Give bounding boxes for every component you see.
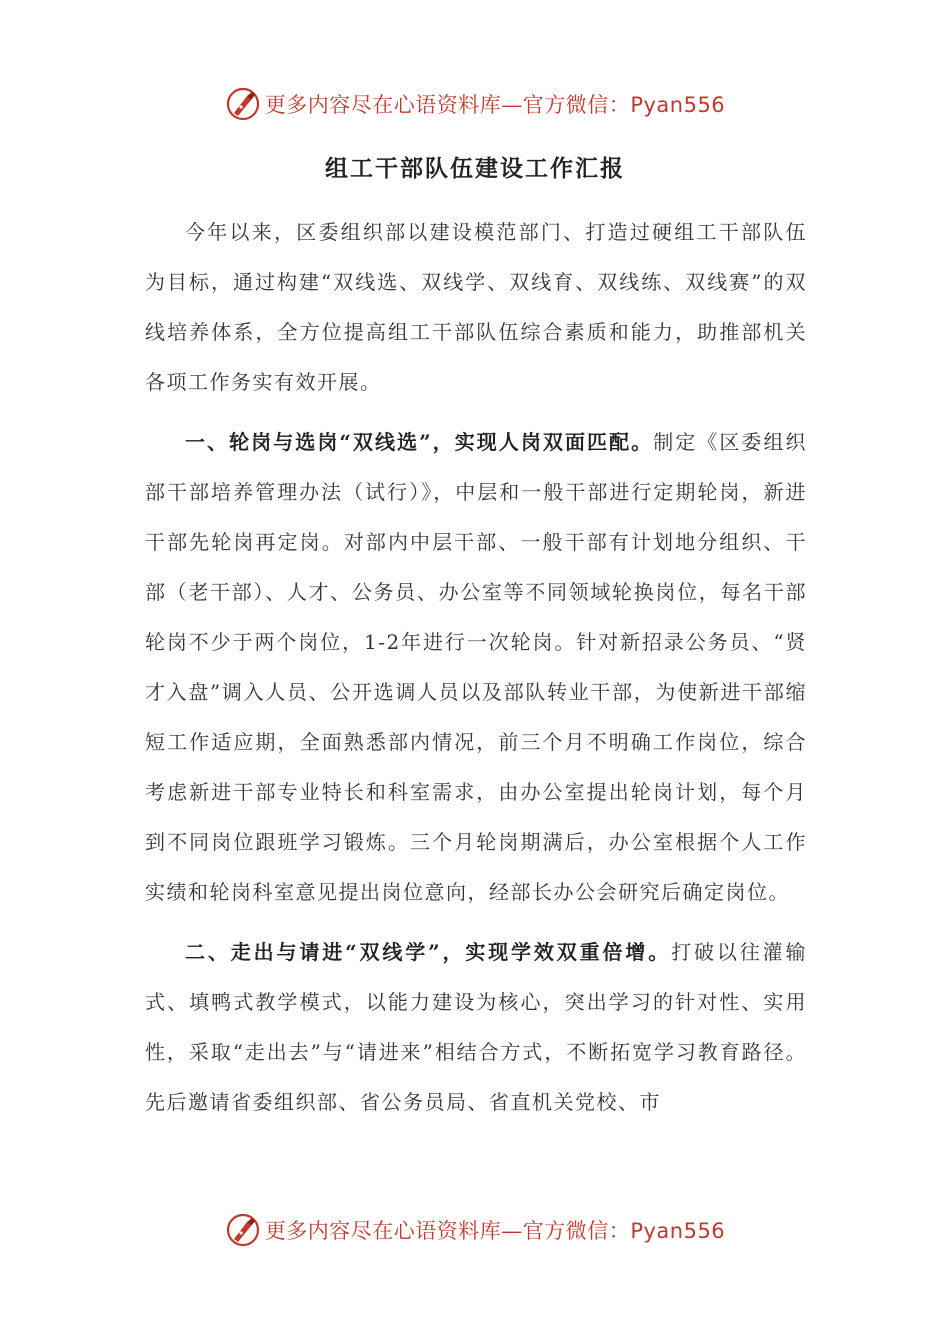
paragraph-text: 制定《区委组织部干部培养管理办法（试行）》，中层和一般干部进行定期轮岗，新进干部先轮岗再定岗。对部内中层干部、一般干部有计划地分组织、干部（老干部）、人才、公务员、办公室等不同领域轮换岗位，每名干部轮岗不少于两个岗位，1-2年进行一次轮岗。针对新招录公务员、“贤才入盘”调入人员、公开选调人员以及部队转业干部，为使新进干部缩短工作适应期，全面熟悉部内情况，前三个月不明确工作岗位，综合考虑新进干部专业特长和科室需求，由办公室提出轮岗计划，每个月到不同岗位跟班学习锻炼。三个月轮岗期满后，办公室根据个人工作实绩和轮岗科室意见提出岗位意向，经部长办公会研究后确定岗位。 [145,430,808,904]
watermark-text [265,1215,725,1245]
watermark-brand: Pyan556 [630,1219,726,1243]
pen-nib-logo-icon [225,1212,261,1248]
watermark-banner-top [0,84,950,124]
paragraph-section-2 [145,927,807,1127]
watermark-text [265,89,725,119]
section-heading: 二、走出与请进“双线学”，实现学效双重倍增。 [185,940,672,964]
paragraph-text: 今年以来，区委组织部以建设模范部门、打造过硬组工干部队伍为目标，通过构建“双线选、双线学、双线育、双线练、双线赛”的双线培养体系，全方位提高组工干部队伍综合素质和能力，助推部机关各项工作务实有效开展。 [145,220,807,394]
paragraph-intro [145,207,807,407]
paragraph-text: 打破以往灌输式、填鸭式教学模式，以能力建设为核心，突出学习的针对性、实用性，采取“走出去”与“请进来”相结合方式，不断拓宽学习教育路径。先后邀请省委组织部、省公务员局、省直机关党校、市 [145,940,808,1114]
watermark-brand: Pyan556 [630,93,726,117]
paragraph-section-1 [145,417,807,917]
watermark-label: 更多内容尽在心语资料库—官方微信： [264,93,631,117]
watermark-label: 更多内容尽在心语资料库—官方微信： [264,1219,631,1243]
document-title: 组工干部队伍建设工作汇报 [325,156,625,182]
watermark-banner-bottom [0,1210,950,1250]
pen-nib-logo-icon [225,86,261,122]
document-body [145,207,807,1137]
section-heading: 一、轮岗与选岗“双线选”，实现人岗双面匹配。 [185,430,654,454]
